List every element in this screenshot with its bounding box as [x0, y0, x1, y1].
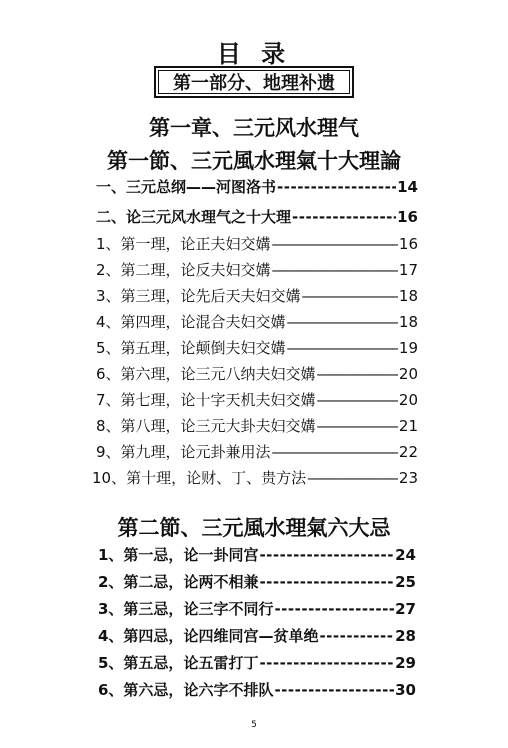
toc-entry[interactable]: 6、第六理，论三元八纳夫妇交媾 ————— 20: [96, 363, 418, 385]
leader-dots: [259, 544, 394, 566]
leader-line: [287, 311, 398, 333]
page-number: 5: [251, 720, 257, 730]
section-heading-2: 第二節、三元風水理氣六大忌: [117, 516, 391, 540]
toc-entry[interactable]: 6、第六忌，论六字不排队 ----- 30: [98, 679, 416, 701]
leader-dots: [259, 652, 394, 674]
toc-entry[interactable]: 9、第九理，论元卦兼用法 ————— 22: [96, 441, 418, 463]
leader-line: [272, 259, 398, 281]
toc-entry[interactable]: 5、第五理，论颠倒夫妇交媾 ————— 19: [96, 337, 418, 359]
leader-line: [287, 337, 398, 359]
toc-entry[interactable]: 8、第八理，论三元大卦夫妇交媾 ————— 21: [96, 415, 418, 437]
toc-entry[interactable]: 5、第五忌，论五雷打丁 ----- 29: [98, 652, 416, 674]
leader-line: [307, 467, 398, 489]
toc-entry[interactable]: 2、第二理，论反夫妇交媾 ————— 17: [96, 259, 418, 281]
leader-line: [317, 363, 398, 385]
leader-line: [317, 415, 398, 437]
toc-entry[interactable]: 1、第一忌，论一卦同宫 ----- 24: [98, 544, 416, 566]
toc-entry[interactable]: 3、第三忌，论三字不同行 ----- 27: [98, 598, 416, 620]
toc-entry[interactable]: 二、论三元风水理气之十大理 ----- 16: [96, 206, 418, 228]
part-heading: 第一部分、地理补遗: [158, 70, 350, 94]
leader-dots: [277, 176, 396, 198]
leader-line: [272, 233, 398, 255]
toc-entry[interactable]: 10、第十理，论财、丁、贵方法 ————— 23: [92, 467, 418, 489]
leader-dots: [319, 625, 394, 647]
toc-entry[interactable]: 4、第四理，论混合夫妇交媾 ————— 18: [96, 311, 418, 333]
leader-dots: [259, 571, 394, 593]
toc-entry[interactable]: 3、第三理，论先后天夫妇交媾 ————— 18: [96, 285, 418, 307]
toc-entry[interactable]: 4、第四忌，论四维同宫—贫单绝 ----- 28: [98, 625, 416, 647]
toc-entry[interactable]: 7、第七理，论十字天机夫妇交媾 ————— 20: [96, 389, 418, 411]
leader-dots: [274, 679, 394, 701]
chapter-heading: 第一章、三元风水理气: [149, 116, 359, 140]
part-heading-box: [154, 66, 354, 98]
leader-dots: [292, 206, 396, 228]
toc-entry[interactable]: 2、第二忌，论两不相兼 ----- 25: [98, 571, 416, 593]
toc-entry[interactable]: 一、三元总纲——河图洛书 ----- 14: [96, 176, 418, 198]
leader-line: [272, 441, 398, 463]
toc-entry[interactable]: 1、第一理，论正夫妇交媾 ————— 16: [96, 233, 418, 255]
leader-dots: [274, 598, 394, 620]
section-heading-1: 第一節、三元風水理氣十大理論: [107, 149, 401, 173]
leader-line: [317, 389, 398, 411]
page-title: 目 录: [216, 40, 292, 68]
leader-line: [302, 285, 398, 307]
